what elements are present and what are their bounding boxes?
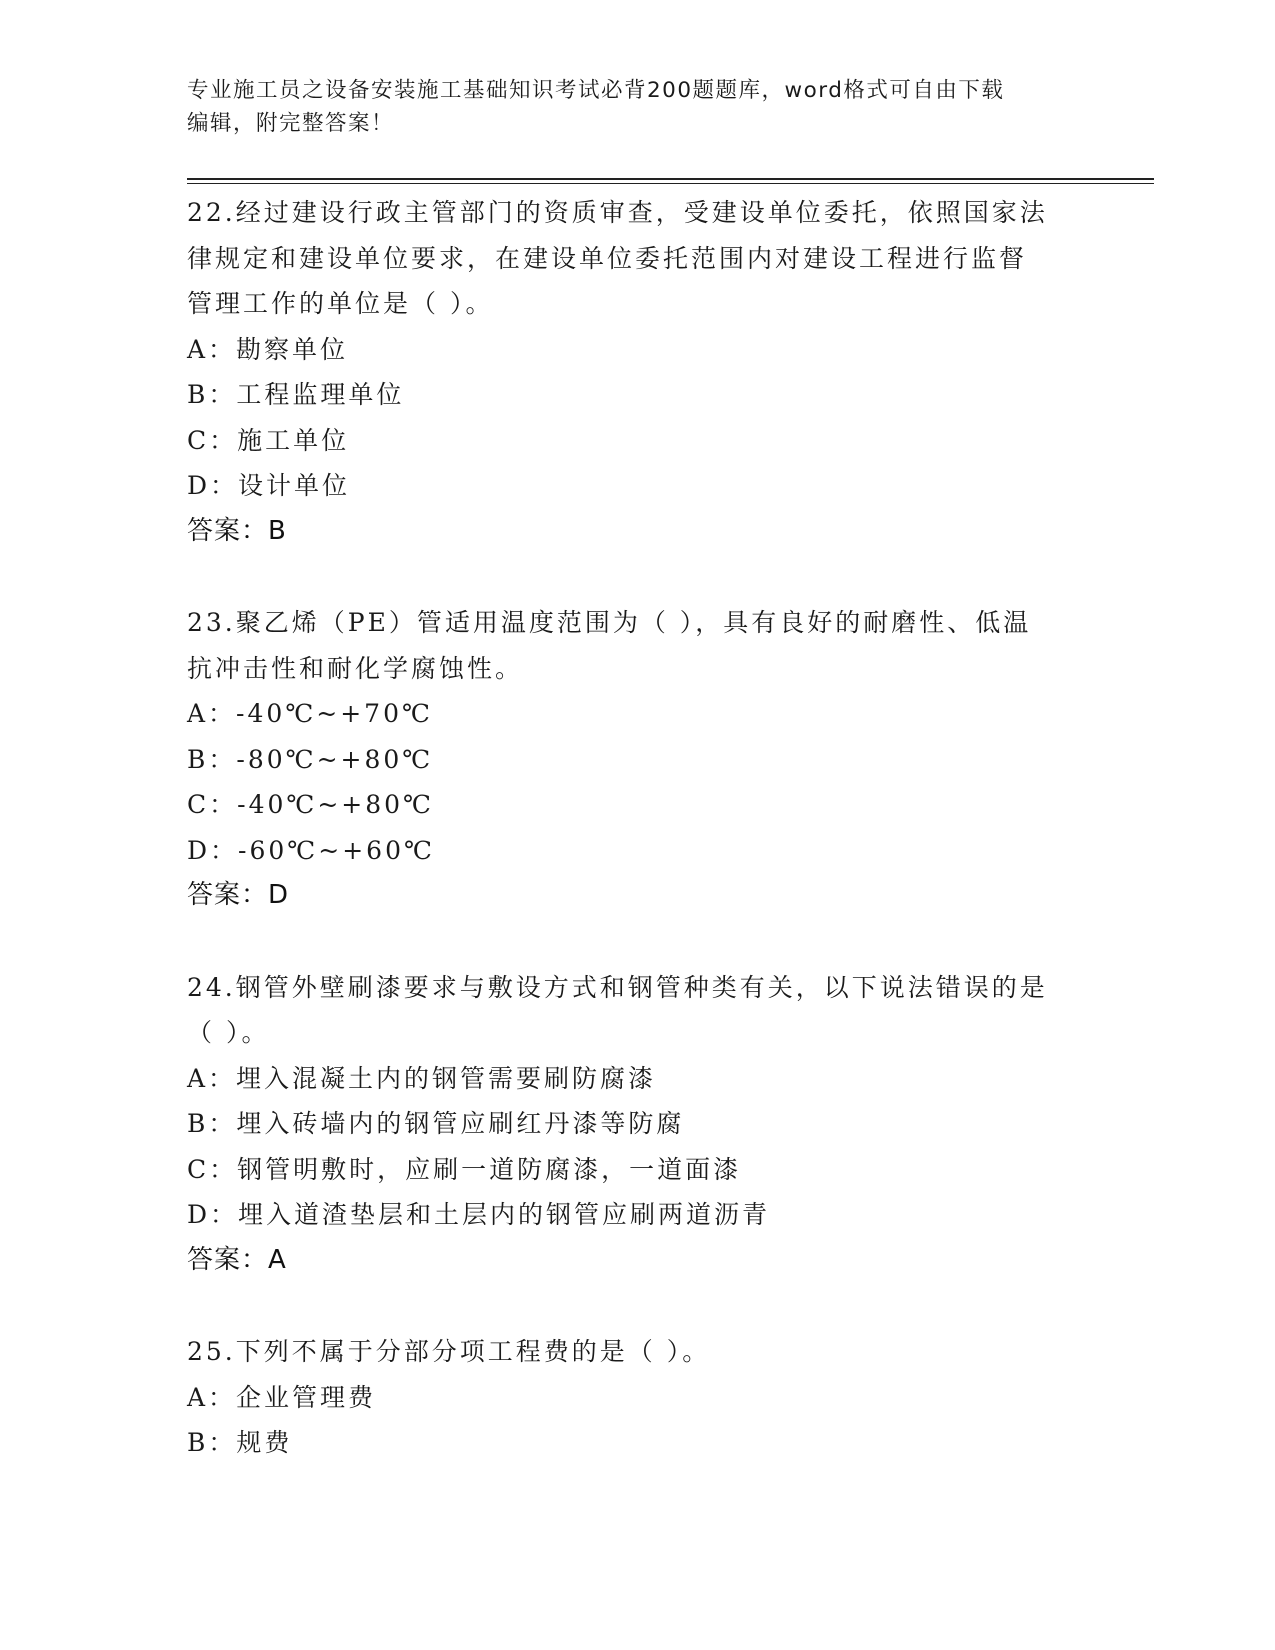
question-22 <box>187 190 1087 554</box>
option-d: D：埋入道渣垫层和土层内的钢管应刷两道沥青 <box>187 1200 771 1229</box>
question-23 <box>187 600 1087 919</box>
option-d: D：设计单位 <box>187 471 351 500</box>
header-divider-thin <box>187 183 1154 184</box>
question-stem-line: 23.聚乙烯（PE）管适用温度范围为（ ），具有良好的耐磨性、低温 <box>187 608 1032 637</box>
option-b: B：规费 <box>187 1428 293 1457</box>
question-stem-line: 25.下列不属于分部分项工程费的是（ ）。 <box>187 1337 711 1366</box>
option-c: C：施工单位 <box>187 425 350 455</box>
header-title-line-1: 专业施工员之设备安装施工基础知识考试必背200题题库，word格式可自由下载 <box>187 78 1005 103</box>
option-a: A：-40℃~+70℃ <box>187 699 433 728</box>
question-stem-line: 22.经过建设行政主管部门的资质审查，受建设单位委托，依照国家法 <box>187 198 1048 227</box>
question-stem-line: 24.钢管外壁刷漆要求与敷设方式和钢管种类有关，以下说法错误的是 <box>187 972 1048 1002</box>
option-b: B：工程监理单位 <box>187 380 405 409</box>
option-a: A：勘察单位 <box>187 334 349 364</box>
option-b: B：埋入砖墙内的钢管应刷红丹漆等防腐 <box>187 1109 685 1138</box>
header-title-line-2: 编辑，附完整答案！ <box>187 111 395 136</box>
option-a: A：企业管理费 <box>187 1382 377 1412</box>
question-stem-line: （ ）。 <box>187 1018 270 1047</box>
option-b: B：-80℃~+80℃ <box>187 744 434 774</box>
option-a: A：埋入混凝土内的钢管需要刷防腐漆 <box>187 1063 657 1093</box>
header-divider-thick <box>187 178 1154 180</box>
answer-line: 答案：B <box>187 515 287 546</box>
question-stem-line: 抗冲击性和耐化学腐蚀性。 <box>187 653 524 683</box>
question-24 <box>187 965 1087 1284</box>
answer-line: 答案：A <box>187 1244 287 1275</box>
question-stem-line: 管理工作的单位是（ ）。 <box>187 289 494 318</box>
option-c: C：-40℃~+80℃ <box>187 790 435 819</box>
question-list <box>187 190 1087 1512</box>
question-stem-line: 律规定和建设单位要求，在建设单位委托范围内对建设工程进行监督 <box>187 243 1028 273</box>
document-header <box>187 74 1067 140</box>
option-c: C：钢管明敷时，应刷一道防腐漆，一道面漆 <box>187 1154 742 1184</box>
option-d: D：-60℃~+60℃ <box>187 835 435 865</box>
answer-line: 答案：D <box>187 880 290 910</box>
question-25 <box>187 1329 1087 1466</box>
